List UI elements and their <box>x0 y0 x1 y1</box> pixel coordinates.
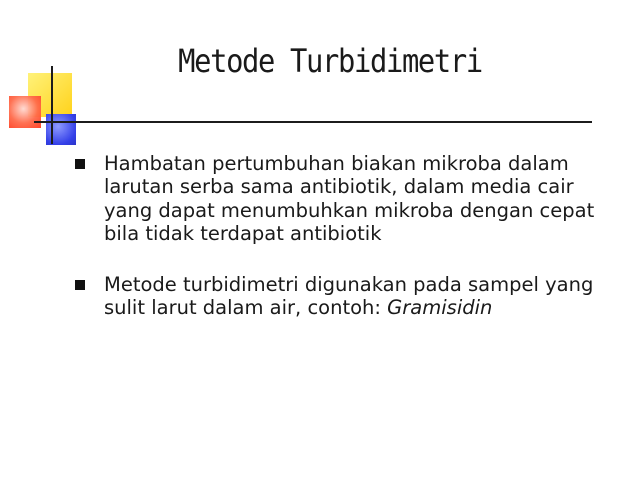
bullet-list <box>75 152 615 346</box>
bullet-text: Hambatan pertumbuhan biakan mikroba dalam larutan serba sama antibiotik, dalam media cair yang dapat menumbuhkan mikroba dengan cepat bila tidak terdapat antibiotik <box>104 152 595 246</box>
bullet-item <box>75 273 615 320</box>
red-square <box>9 96 41 128</box>
slide-title: Metode Turbidimetri <box>178 42 482 80</box>
bullet-text: Metode turbidimetri digunakan pada sampel yang sulit larut dalam air, contoh: <box>104 272 594 320</box>
vertical-rule <box>51 66 53 144</box>
title-underline-rule <box>34 121 592 123</box>
bullet-item <box>75 152 615 246</box>
bullet-emphasis: Gramisidin <box>387 296 493 320</box>
square-bullet-icon <box>75 280 85 290</box>
square-bullet-icon <box>75 159 85 169</box>
